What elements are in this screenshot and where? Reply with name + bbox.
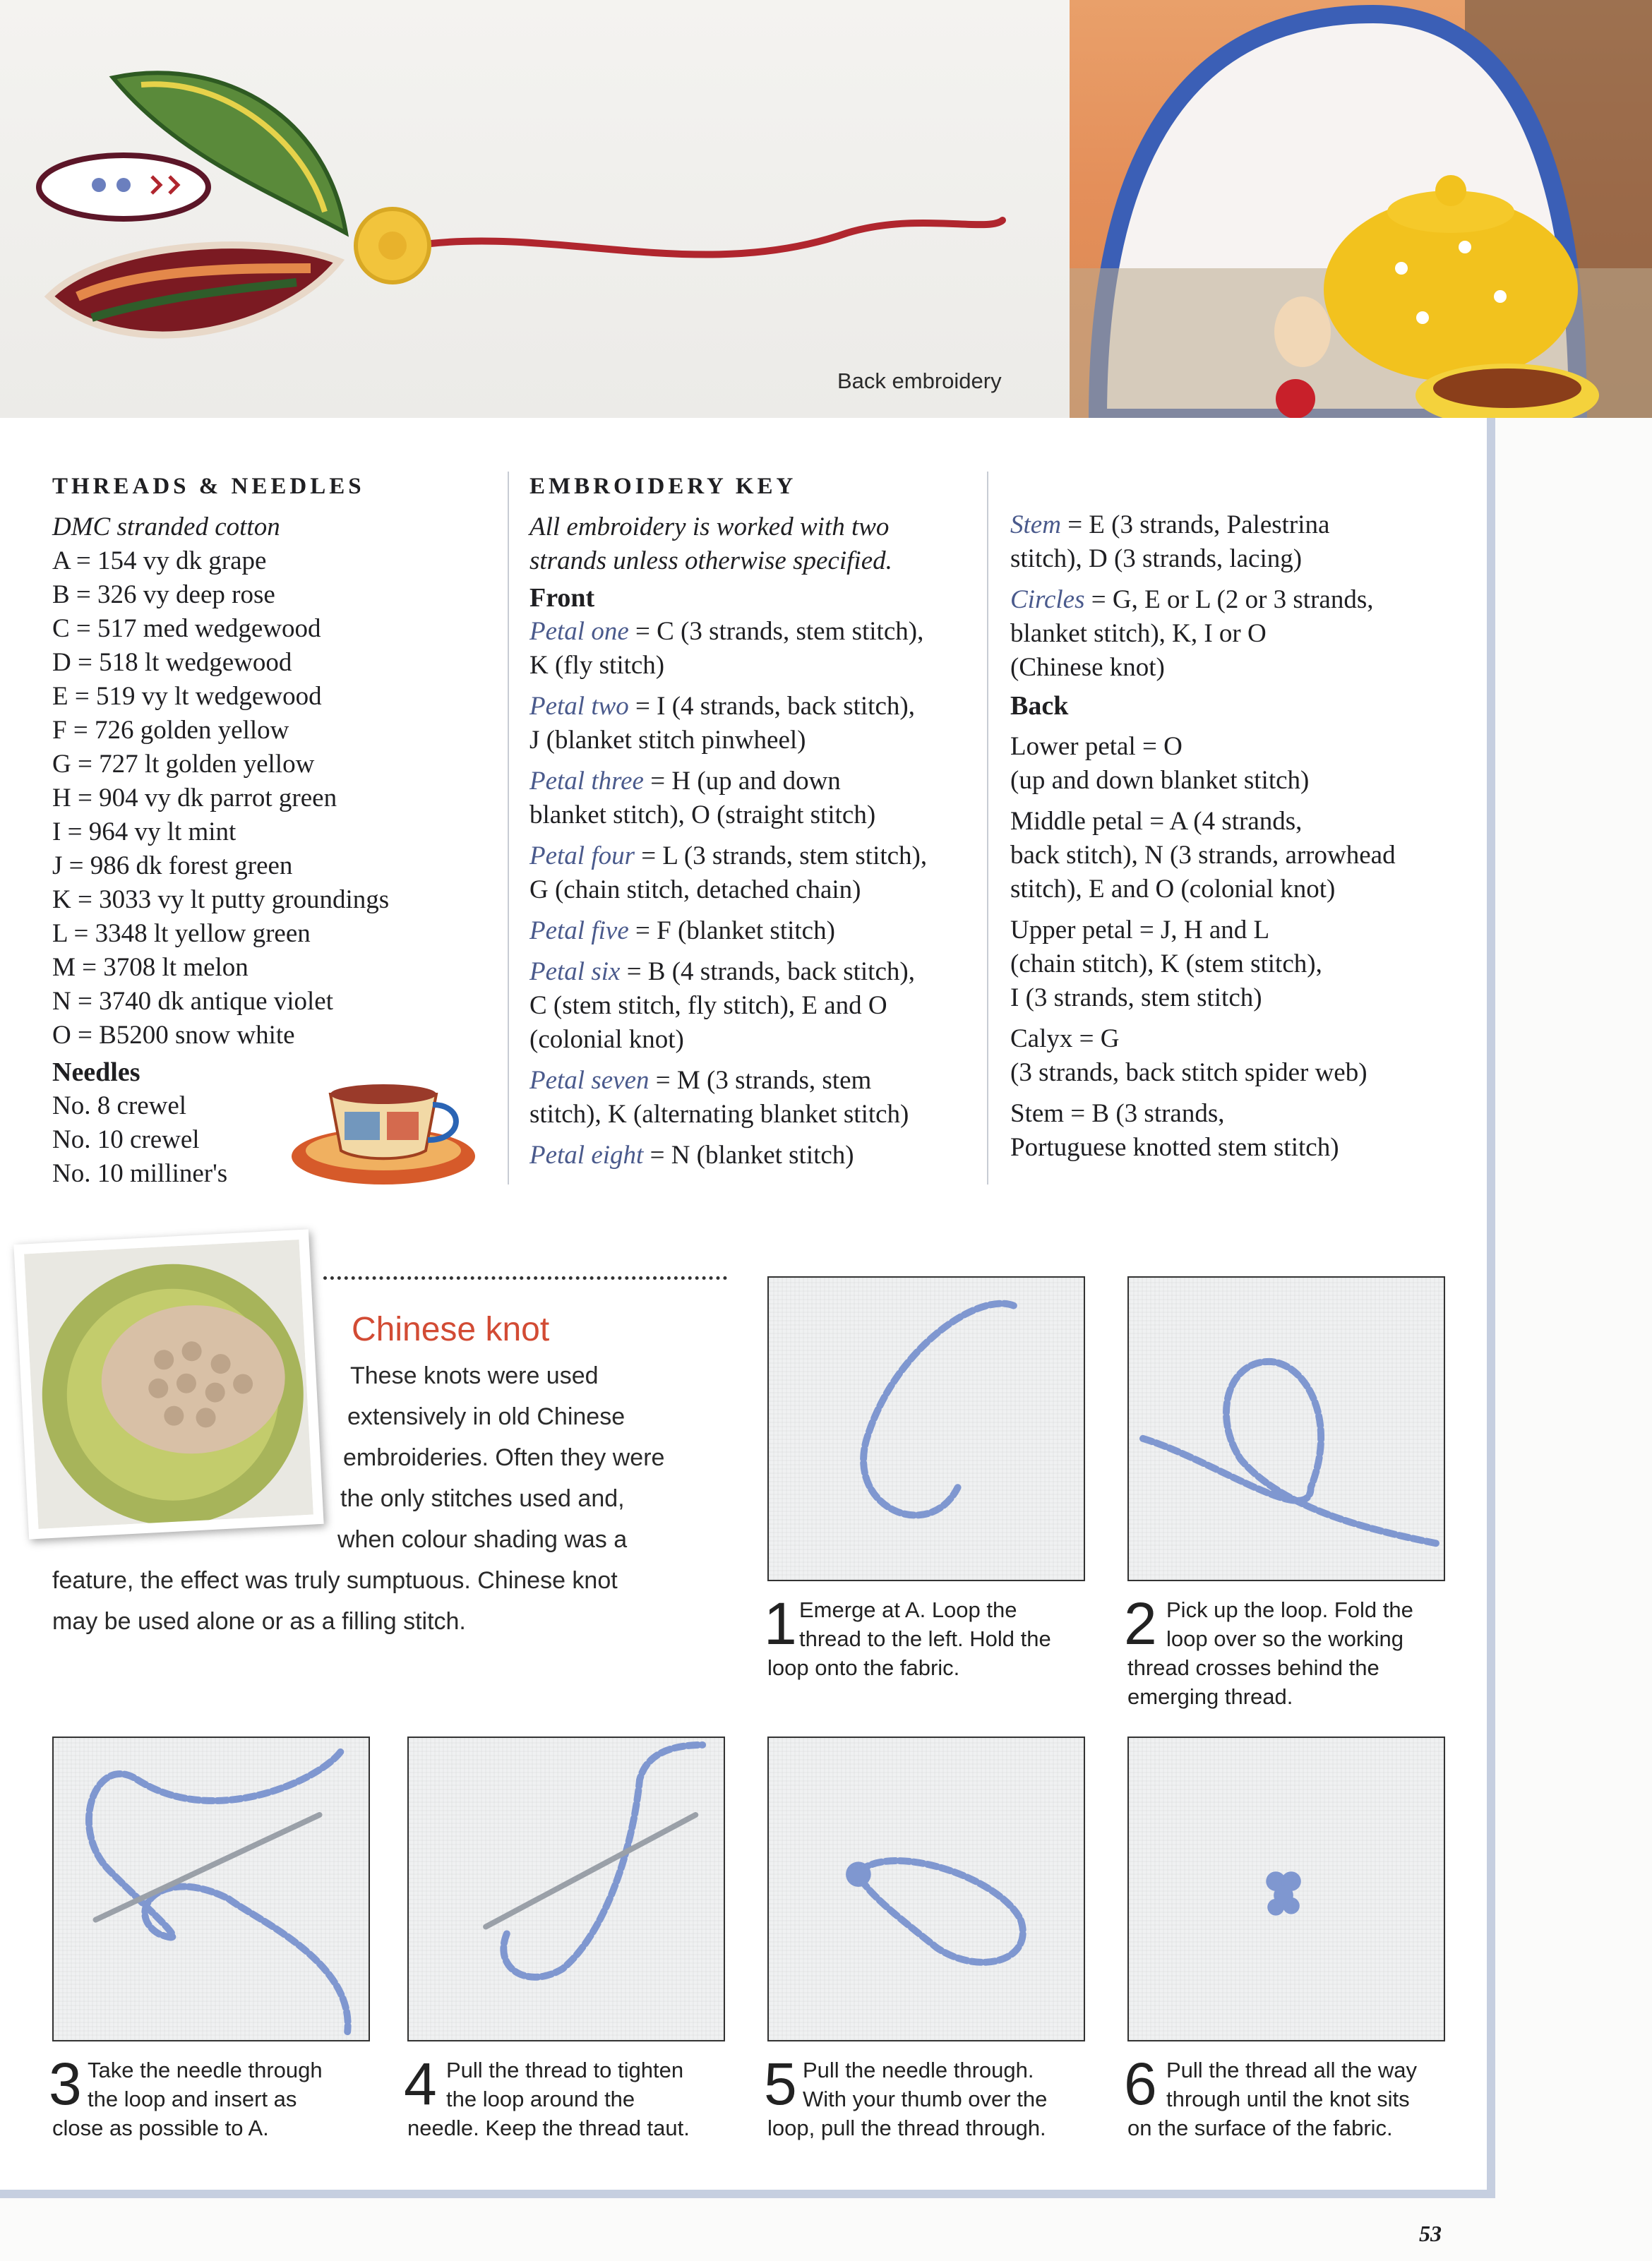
step-number: 5 <box>764 2051 797 2117</box>
thread-item: M = 3708 lt melon <box>52 953 249 982</box>
step-text: thread crosses behind the <box>1127 1655 1379 1680</box>
step-text: the loop around the <box>446 2087 635 2111</box>
key-entry-name: Petal one <box>529 617 629 646</box>
step-1-photo <box>767 1276 1085 1581</box>
step-text: through until the knot sits <box>1166 2087 1410 2111</box>
tea-cosy-photo <box>1070 0 1652 418</box>
embroidery-key-column <box>529 469 981 1173</box>
hero-caption: Back embroidery <box>837 368 1002 393</box>
knot-paragraph-line: may be used alone or as a filling stitch. <box>52 1608 466 1635</box>
column-divider <box>987 472 988 1185</box>
knot-paragraph-line: These knots were used <box>350 1362 599 1389</box>
key-entry-petal-four <box>529 839 981 907</box>
column-divider <box>508 472 509 1185</box>
key-entry-text: stitch), D (3 strands, lacing) <box>1010 544 1303 573</box>
back-entry-middle-petal <box>1010 805 1476 906</box>
back-entry-text: Middle petal = A (4 strands, <box>1010 807 1303 836</box>
key-entry-text: = N (blanket stitch) <box>643 1141 854 1170</box>
threads-subtitle: DMC stranded cotton <box>52 512 280 541</box>
key-entry-text: (Chinese knot) <box>1010 653 1165 682</box>
key-entry-text: = I (4 strands, back stitch), <box>628 692 915 721</box>
key-entry-text: G (chain stitch, detached chain) <box>529 875 861 904</box>
step-5-photo <box>767 1737 1085 2041</box>
back-entry-text: Upper petal = J, H and L <box>1010 916 1270 944</box>
embroidery-key-continued-column <box>1010 508 1476 1165</box>
back-entry-text: (up and down blanket stitch) <box>1010 766 1310 795</box>
key-entry-text: J (blanket stitch pinwheel) <box>529 726 806 755</box>
key-entry-name: Petal three <box>529 767 644 796</box>
key-entry-text: (colonial knot) <box>529 1025 684 1054</box>
step-number: 4 <box>404 2051 437 2117</box>
key-entry-name: Petal four <box>529 841 635 870</box>
knot-paragraph-line: when colour shading was a <box>337 1526 628 1553</box>
step-text: Take the needle through <box>88 2058 323 2082</box>
key-entry-petal-one <box>529 615 981 683</box>
knot-paragraph-line: feature, the effect was truly sumptuous. Chinese knot <box>52 1567 618 1594</box>
key-entry-text: = C (3 strands, stem stitch), <box>628 617 924 646</box>
knot-title: Chinese knot <box>352 1311 550 1348</box>
back-entry-text: Stem = B (3 strands, <box>1010 1099 1225 1128</box>
step-text: With your thumb over the <box>803 2087 1048 2111</box>
key-entry-name: Petal seven <box>529 1066 650 1095</box>
step-text: Emerge at A. Loop the <box>799 1597 1017 1622</box>
knot-paragraph-line: extensively in old Chinese <box>347 1403 626 1430</box>
step-text: needle. Keep the thread taut. <box>407 2116 690 2140</box>
key-entry-text: = F (blanket stitch) <box>628 916 835 945</box>
step-text: loop over so the working <box>1166 1626 1404 1651</box>
step-text: loop onto the fabric. <box>767 1655 960 1680</box>
thread-item: J = 986 dk forest green <box>52 851 293 880</box>
key-entry-text: = B (4 strands, back stitch), <box>620 957 915 986</box>
knot-closeup-illustration <box>24 1240 313 1529</box>
key-entry-text: blanket stitch), O (straight stitch) <box>529 800 876 829</box>
step-text: emerging thread. <box>1127 1684 1293 1709</box>
key-entry-name: Petal six <box>529 957 621 986</box>
step-text: the loop and insert as <box>88 2087 297 2111</box>
key-entry-name: Petal two <box>529 692 629 721</box>
key-entry-text: C (stem stitch, fly stitch), E and O <box>529 991 887 1020</box>
step-2-photo <box>1127 1276 1445 1581</box>
step-number: 3 <box>49 2051 82 2117</box>
key-entry-petal-eight <box>529 1139 981 1173</box>
key-entry-name: Circles <box>1010 585 1085 614</box>
knot-paragraph-line: embroideries. Often they were <box>343 1444 665 1471</box>
thread-item: I = 964 vy lt mint <box>52 817 237 846</box>
key-entry-circles <box>1010 583 1476 685</box>
thread-item: C = 517 med wedgewood <box>52 614 321 643</box>
back-entry-text: stitch), E and O (colonial knot) <box>1010 875 1336 904</box>
thread-item: F = 726 golden yellow <box>52 716 289 745</box>
back-entry-text: Lower petal = O <box>1010 732 1183 761</box>
knot-paragraph-line: the only stitches used and, <box>340 1485 625 1512</box>
back-entry-stem <box>1010 1097 1476 1165</box>
key-entry-name: Petal five <box>529 916 629 945</box>
needle-item: No. 8 crewel <box>52 1091 187 1120</box>
teacup-image <box>288 1073 479 1193</box>
step-text: thread to the left. Hold the <box>799 1626 1051 1651</box>
thread-item: H = 904 vy dk parrot green <box>52 784 337 812</box>
back-entry-lower-petal <box>1010 730 1476 798</box>
key-intro: All embroidery is worked with two <box>529 512 890 541</box>
thread-item: O = B5200 snow white <box>52 1021 295 1050</box>
key-entry-name: Petal eight <box>529 1141 644 1170</box>
key-entry-text: = L (3 strands, stem stitch), <box>635 841 928 870</box>
step-4-photo <box>407 1737 725 2041</box>
back-entry-text: Calyx = G <box>1010 1024 1120 1053</box>
chinese-knot-closeup-photo <box>13 1229 323 1539</box>
step-6-photo <box>1127 1737 1445 2041</box>
step-number: 1 <box>764 1590 797 1657</box>
key-heading: EMBROIDERY KEY <box>529 474 797 499</box>
back-entry-text: back stitch), N (3 strands, arrowhead <box>1010 841 1396 870</box>
step-text: Pull the thread all the way <box>1166 2058 1417 2082</box>
step-3-photo <box>52 1737 370 2041</box>
thread-item: G = 727 lt golden yellow <box>52 750 315 779</box>
embroidery-illustration <box>0 0 1070 418</box>
key-entry-petal-seven <box>529 1064 981 1132</box>
needle-item: No. 10 crewel <box>52 1125 200 1154</box>
key-entry-text: = G, E or L (2 or 3 strands, <box>1084 585 1374 614</box>
key-entry-petal-three <box>529 764 981 832</box>
step-number: 6 <box>1124 2051 1157 2117</box>
thread-item: B = 326 vy deep rose <box>52 580 275 609</box>
needle-item: No. 10 milliner's <box>52 1159 228 1188</box>
thread-item: K = 3033 vy lt putty groundings <box>52 885 390 914</box>
back-entry-text: (chain stitch), K (stem stitch), <box>1010 949 1322 978</box>
thread-item: E = 519 vy lt wedgewood <box>52 682 322 711</box>
step-text: Pull the thread to tighten <box>446 2058 684 2082</box>
hero-embroidery-photo <box>0 0 1070 418</box>
thread-item: A = 154 vy dk grape <box>52 546 267 575</box>
key-entry-petal-five <box>529 914 981 948</box>
key-entry-text: = E (3 strands, Palestrina <box>1060 510 1330 539</box>
key-entry-petal-six <box>529 955 981 1057</box>
back-heading: Back <box>1010 691 1069 721</box>
tea-cosy-illustration <box>1070 0 1652 418</box>
step-text: Pull the needle through. <box>803 2058 1034 2082</box>
step-text: on the surface of the fabric. <box>1127 2116 1393 2140</box>
back-entry-text: Portuguese knotted stem stitch) <box>1010 1133 1339 1162</box>
back-entry-text: (3 strands, back stitch spider web) <box>1010 1058 1367 1087</box>
step-number: 2 <box>1124 1590 1157 1657</box>
key-entry-stem <box>1010 508 1476 576</box>
key-entry-text: stitch), K (alternating blanket stitch) <box>529 1100 909 1129</box>
key-entry-name: Stem <box>1010 510 1061 539</box>
key-entry-text: blanket stitch), K, I or O <box>1010 619 1267 648</box>
key-intro: strands unless otherwise specified. <box>529 546 892 575</box>
back-entry-text: I (3 strands, stem stitch) <box>1010 983 1262 1012</box>
thread-item: L = 3348 lt yellow green <box>52 919 311 948</box>
thread-item: D = 518 lt wedgewood <box>52 648 292 677</box>
back-entry-upper-petal <box>1010 913 1476 1015</box>
key-entry-petal-two <box>529 690 981 757</box>
thread-item: N = 3740 dk antique violet <box>52 987 334 1016</box>
key-entry-text: = H (up and down <box>643 767 841 796</box>
dotted-divider <box>323 1276 727 1280</box>
key-entry-text: K (fly stitch) <box>529 651 665 680</box>
front-heading: Front <box>529 583 595 613</box>
page-number: 53 <box>1419 2221 1442 2246</box>
key-entry-text: = M (3 strands, stem <box>649 1066 872 1095</box>
step-text: close as possible to A. <box>52 2116 269 2140</box>
back-entry-calyx <box>1010 1022 1476 1090</box>
step-text: Pick up the loop. Fold the <box>1166 1597 1413 1622</box>
step-text: loop, pull the thread through. <box>767 2116 1046 2140</box>
threads-heading: THREADS & NEEDLES <box>52 474 365 499</box>
needles-heading: Needles <box>52 1057 140 1087</box>
